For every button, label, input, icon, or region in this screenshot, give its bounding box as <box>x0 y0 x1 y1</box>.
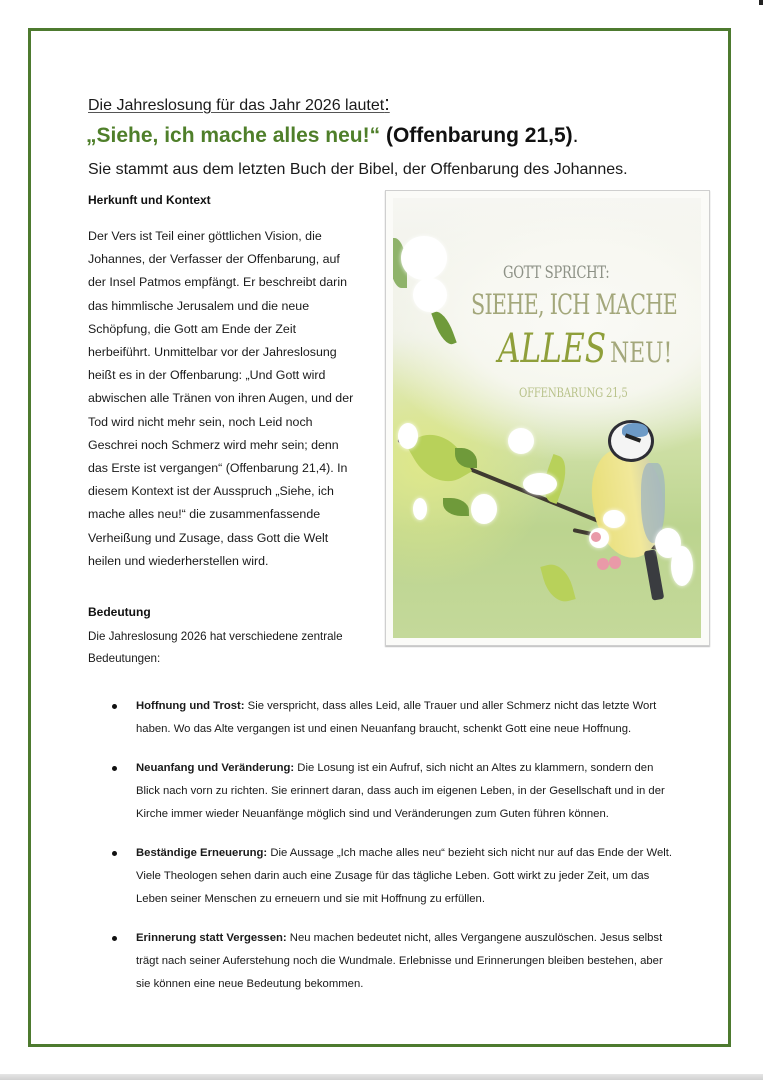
bullet-line <box>136 695 692 718</box>
flower-bud <box>609 556 621 569</box>
list-item <box>112 695 692 741</box>
card-word-alles: ALLES <box>498 326 607 372</box>
title-quote: „Siehe, ich mache alles neu!“ <box>86 124 381 147</box>
paragraph-line: Schöpfung, die Gott am Ende der Zeit <box>88 321 297 336</box>
bullet-line: Leben seiner Menschen zu erneuern und sie mit Hoffnung zu erfüllen. <box>136 893 485 905</box>
paragraph-line: Geschrei noch Schmerz wird mehr sein; denn <box>88 437 339 452</box>
bullet-icon <box>112 851 117 856</box>
paragraph-line: abwischen alle Tränen von ihren Augen, und der <box>88 391 354 406</box>
card-line-siehe: SIEHE, ICH MACHE <box>471 288 677 321</box>
paragraph-line: Bedeutungen: <box>88 652 161 665</box>
bullet-icon <box>112 766 117 771</box>
bullet-line <box>136 927 692 950</box>
list-item <box>112 757 692 826</box>
bullet-icon <box>112 704 117 709</box>
heading-meaning: Bedeutung <box>88 605 151 619</box>
paragraph-line: Die Jahreslosung 2026 hat verschiedene zentrale <box>88 630 343 643</box>
blossom <box>671 546 693 586</box>
blossom <box>401 236 447 280</box>
bullet-text: Die Aussage „Ich mache alles neu“ bezieht sich nicht nur auf das Ende der Welt. <box>267 847 673 859</box>
bullet-text: Neu machen bedeutet nicht, alles Vergangene auszulöschen. Jesus selbst <box>286 932 663 944</box>
bullet-line <box>136 842 692 865</box>
page-title <box>86 124 579 148</box>
intro-line <box>88 93 390 116</box>
intro-colon: : <box>384 93 390 115</box>
paragraph-line: heißt es in der Offenbarung: „Und Gott wird <box>88 368 326 383</box>
bullet-line: Kirche immer wieder Neuanfänge möglich sind und Veränderungen zum Guten führen können. <box>136 808 609 820</box>
subtitle: Sie stammt aus dem letzten Buch der Bibel, der Offenbarung des Johannes. <box>88 161 628 178</box>
flower-bud <box>591 532 601 542</box>
paragraph-line: der Insel Patmos empfängt. Er beschreibt darin <box>88 275 347 290</box>
meaning-bullet-list <box>112 695 692 996</box>
leaf <box>540 560 575 605</box>
bird-tail <box>644 549 665 600</box>
card-line-alles-neu <box>498 326 672 372</box>
card-word-neu: NEU! <box>610 336 673 369</box>
bullet-line: Viele Theologen sehen darin auch eine Zusage für das tägliche Leben. Gott wirkt zu jeder Zeit, um das <box>136 870 650 882</box>
blossom <box>603 510 625 528</box>
heading-origin: Herkunft und Kontext <box>88 193 211 207</box>
bullet-text: Die Losung ist ein Aufruf, sich nicht an Altes zu klammern, sondern den <box>294 762 654 774</box>
title-period: . <box>572 124 579 147</box>
leaf <box>443 498 469 516</box>
bullet-text: Sie verspricht, dass alles Leid, alle Trauer und aller Schmerz nicht das letzte Wort <box>244 700 657 712</box>
list-item <box>112 842 692 911</box>
blossom <box>413 498 427 520</box>
paragraph-line: mache alles neu!“ die zusammenfassende <box>88 507 321 522</box>
paragraph-line: herbeiführt. Unmittelbar vor der Jahreslosung <box>88 345 337 360</box>
paragraph-line: das Erste ist vergangen“ (Offenbarung 21,4). In <box>88 461 348 476</box>
paragraph-line: Johannes, der Verfasser der Offenbarung, auf <box>88 252 340 267</box>
meaning-intro <box>88 626 343 670</box>
bullet-line: Blick nach vorn zu richten. Sie erinnert daran, dass auch im eigenen Leben, in der Gesellschaft und in der <box>136 785 665 797</box>
bullet-line: trägt nach seiner Auferstehung noch die Wundmale. Erlebnisse und Erinnerungen bleiben bestehen, aber <box>136 955 663 967</box>
leaf <box>431 309 456 348</box>
blossom <box>508 428 534 454</box>
blossom <box>398 423 418 449</box>
paragraph-line: heilen und wiederherstellen wird. <box>88 553 269 568</box>
blossom <box>471 494 497 524</box>
blossom <box>523 473 557 495</box>
scan-edge <box>0 1074 763 1080</box>
scan-corner-mark <box>759 0 763 5</box>
flower-bud <box>597 558 609 570</box>
bullet-term: Beständige Erneuerung: <box>136 847 268 859</box>
card-picture <box>393 198 701 638</box>
bullet-term: Erinnerung statt Vergessen: <box>136 932 287 944</box>
bullet-term: Hoffnung und Trost: <box>136 700 245 712</box>
bullet-icon <box>112 936 117 941</box>
paragraph-line: diesem Kontext ist der Ausspruch „Siehe, ich <box>88 484 334 499</box>
card-reference: OFFENBARUNG 21,5 <box>519 386 628 401</box>
paragraph-line: Tod wird nicht mehr sein, noch Leid noch <box>88 414 313 429</box>
intro-text: Die Jahreslosung für das Jahr 2026 lautet <box>88 97 385 114</box>
paragraph-line: Der Vers ist Teil einer göttlichen Vision, die <box>88 229 322 243</box>
paragraph-line: Verheißung und Zusage, dass Gott die Welt <box>88 530 329 545</box>
bullet-line <box>136 757 692 780</box>
origin-paragraph <box>88 225 378 573</box>
bullet-term: Neuanfang und Veränderung: <box>136 762 295 774</box>
title-reference: (Offenbarung 21,5) <box>385 124 573 147</box>
bullet-line: haben. Wo das Alte vergangen ist und einen Neuanfang braucht, schenkt Gott eine neue Hoffnung. <box>136 723 632 735</box>
bullet-line: sie können eine neue Bedeutung bekommen. <box>136 978 364 990</box>
card-line-gott-spricht: GOTT SPRICHT: <box>503 263 610 283</box>
blossom <box>413 278 447 312</box>
list-item <box>112 927 692 996</box>
paragraph-line: das himmlische Jerusalem und die neue <box>88 298 310 313</box>
bible-verse-card-image <box>385 190 710 646</box>
